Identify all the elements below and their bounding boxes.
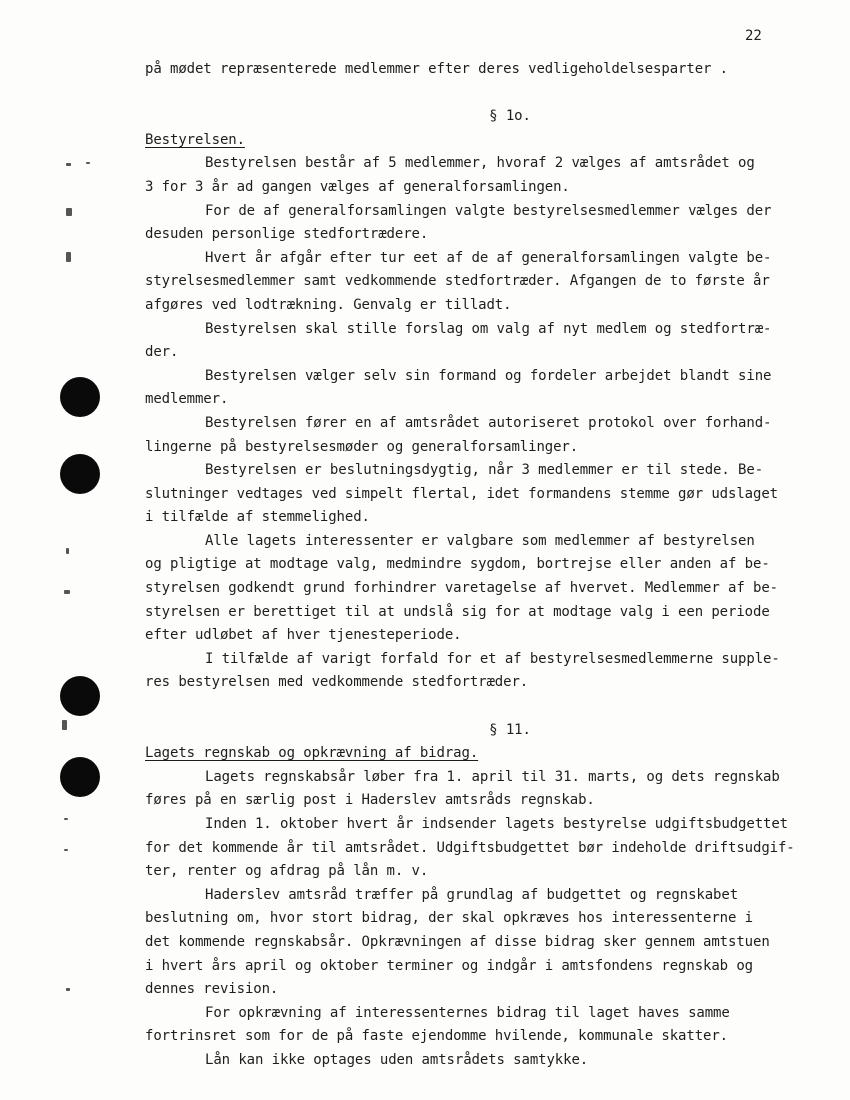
paragraph-start-line: For opkrævning af interessenternes bidrag til laget haves samme [205,1004,730,1021]
underlined-heading-text: Bestyrelsen. [145,131,245,148]
text-line: slutninger vedtages ved simpelt flertal, idet formandens stemme gør udslaget [145,485,778,502]
paragraph-start-line: Lån kan ikke optages uden amtsrådets samtykke. [205,1051,589,1068]
text-line: styrelsesmedlemmer samt vedkommende stedfortræder. Afgangen de to første år [145,273,770,290]
text-line: i hvert års april og oktober terminer og indgår i amtsfondens regnskab og [145,957,753,974]
paragraph-start-line: Alle lagets interessenter er valgbare som medlemmer af bestyrelsen [205,532,755,549]
underlined-heading-text: Lagets regnskab og opkrævning af bidrag. [145,745,479,762]
scan-speck [66,252,71,262]
text-line: det kommende regnskabsår. Opkrævningen af disse bidrag sker gennem amtstuen [145,933,770,950]
section-heading [145,129,815,153]
paragraph-start-line: Haderslev amtsråd træffer på grundlag af budgettet og regnskabet [205,886,739,903]
paragraph-start-line: Bestyrelsen fører en af amtsrådet autoriseret protokol over forhand- [205,414,772,431]
text-line: føres på en særlig post i Haderslev amtsråds regnskab. [145,792,595,809]
section-number: § 1o. [489,108,531,125]
scan-speck [66,163,71,166]
text-line: desuden personlige stedfortrædere. [145,226,429,243]
page-number: 22 [745,28,762,44]
scan-speck [86,162,90,164]
paragraph-start-line: For de af generalforsamlingen valgte bestyrelsesmedlemmer vælges der [205,202,772,219]
paragraph-start-line: Inden 1. oktober hvert år indsender lagets bestyrelse udgiftsbudgettet [205,816,789,832]
paragraph-start-line: Bestyrelsen består af 5 medlemmer, hvoraf 2 vælges af amtsrådet og [205,155,755,172]
text-line: fortrinsret som for de på faste ejendomme hvilende, kommunale skatter. [145,1028,729,1045]
text-line: for det kommende år til amtsrådet. Udgiftsbudgettet bør indeholde driftsudgif- [145,839,795,856]
punch-hole [60,757,100,797]
text-line: og pligtige at modtage valg, medmindre sygdom, bortrejse eller anden af be- [145,556,770,573]
scan-speck [64,590,70,594]
scan-speck [66,208,72,216]
scan-speck [66,988,70,991]
text-line: afgøres ved lodtrækning. Genvalg er tilladt. [145,296,512,313]
text-line: ter, renter og afdrag på lån m. v. [145,863,429,880]
paragraph-start-line: Lagets regnskabsår løber fra 1. april til 31. marts, og dets regnskab [205,768,780,785]
text-line: efter udløbet af hver tjenesteperiode. [145,627,462,644]
scan-speck [66,548,69,554]
text-line: dennes revision. [145,981,279,998]
text-line: styrelsen er berettiget til at undslå sig for at modtage valg i een periode [145,603,770,620]
punch-hole [60,676,100,716]
scan-speck [62,720,67,730]
paragraph-start-line: I tilfælde af varigt forfald for et af bestyrelsesmedlemmerne supple- [205,650,780,667]
scan-speck [64,849,68,851]
text-line: på mødet repræsenterede medlemmer efter deres vedligeholdelsesparter . [145,61,729,77]
document-body [145,58,815,1073]
blank-line [145,82,815,106]
scan-speck [64,818,68,820]
text-line: beslutning om, hvor stort bidrag, der skal opkræves hos interessenterne i [145,910,753,927]
text-line: 3 for 3 år ad gangen vælges af generalforsamlingen. [145,178,570,195]
paragraph-start-line: Bestyrelsen vælger selv sin formand og fordeler arbejdet blandt sine [205,367,772,384]
paragraph-start-line: Hvert år afgår efter tur eet af de af generalforsamlingen valgte be- [205,249,772,266]
text-line: medlemmer. [145,391,229,408]
text-line: lingerne på bestyrelsesmøder og generalforsamlinger. [145,438,579,455]
paragraph-start-line: Bestyrelsen skal stille forslag om valg af nyt medlem og stedfortræ- [205,320,772,337]
text-line: der. [145,344,179,361]
text-line: res bestyrelsen med vedkommende stedfortræder. [145,674,529,691]
paragraph-start-line: Bestyrelsen er beslutningsdygtig, når 3 medlemmer er til stede. Be- [205,462,764,479]
section-number: § 11. [489,721,531,738]
text-line: styrelsen godkendt grund forhindrer varetagelse af hvervet. Medlemmer af be- [145,580,778,597]
text-line: i tilfælde af stemmelighed. [145,509,370,526]
punch-hole [60,377,100,417]
punch-hole [60,454,100,494]
section-heading [145,742,815,766]
blank-line [145,695,815,719]
